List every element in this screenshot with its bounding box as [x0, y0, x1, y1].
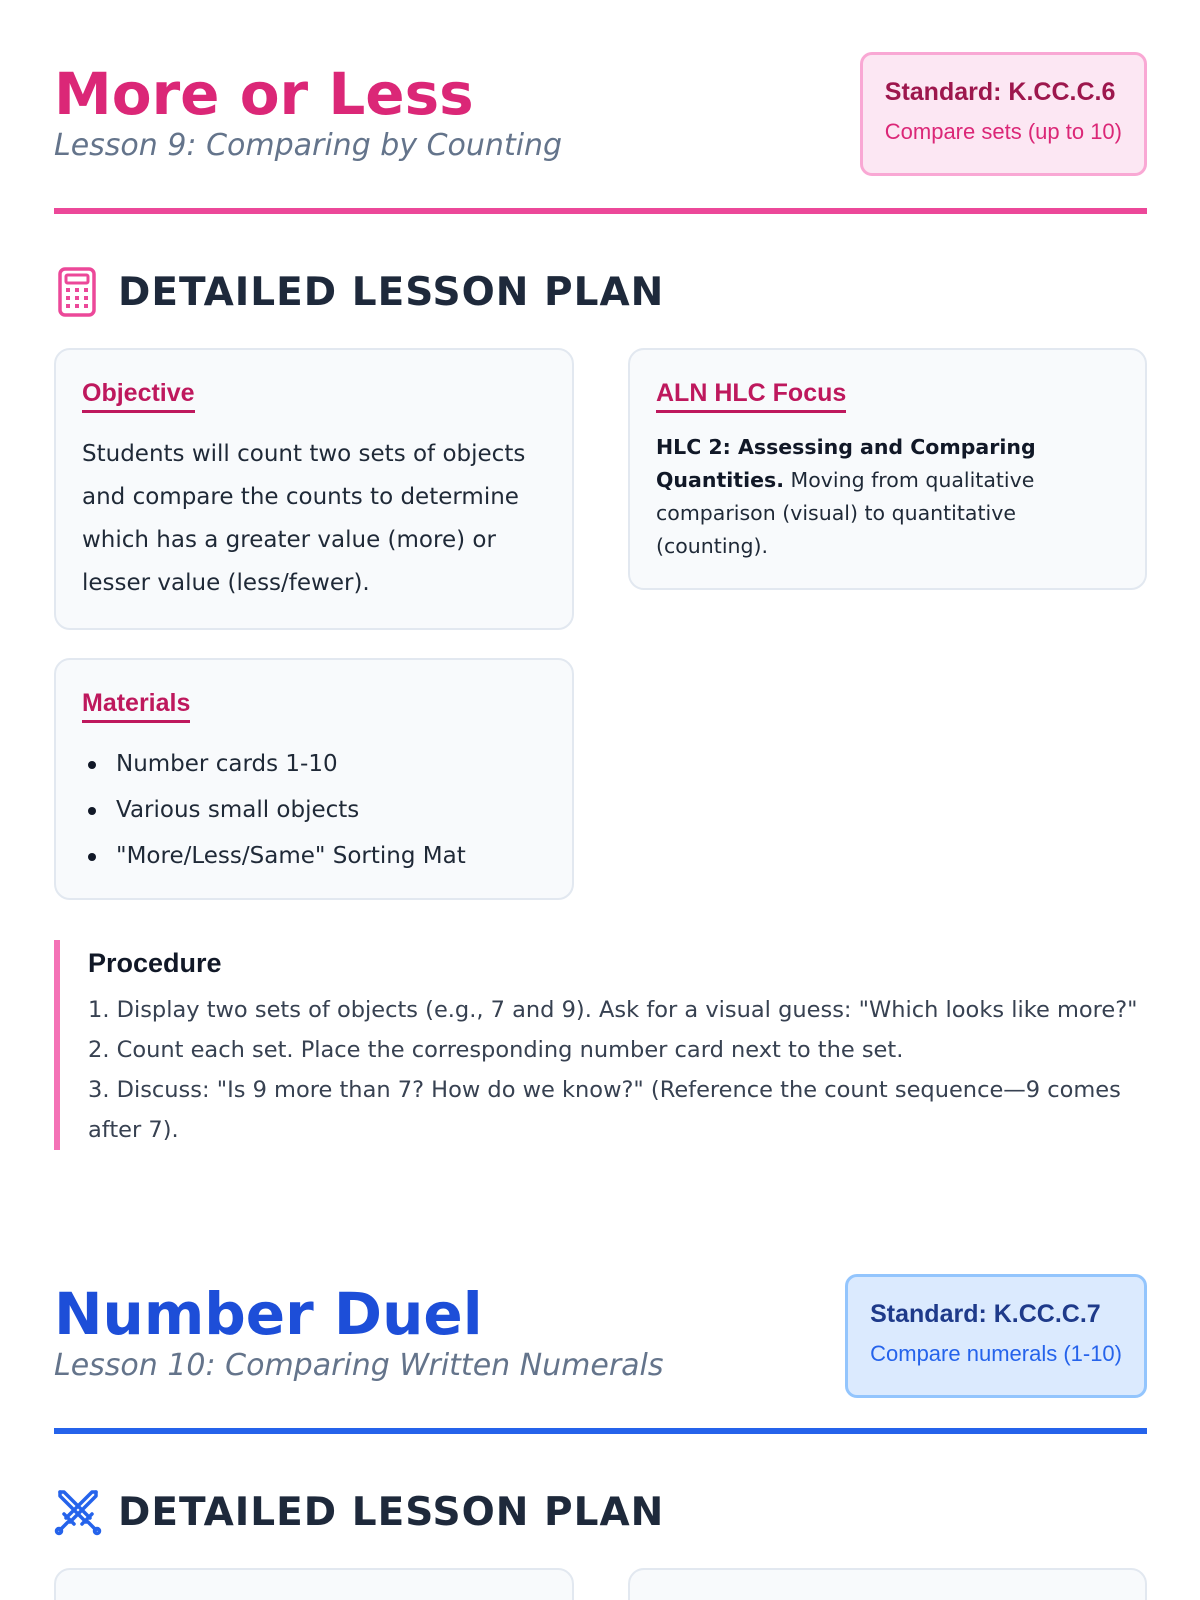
objective-heading: Objective: [82, 378, 195, 413]
standard-description: Compare numerals (1-10): [870, 1341, 1122, 1366]
section-header: [54, 262, 664, 322]
standard-code: Standard: K.CC.C.7: [870, 1300, 1101, 1328]
bullet-dot: [88, 761, 96, 769]
material-label: Various small objects: [116, 797, 360, 823]
focus-card: [628, 348, 1147, 590]
lesson-subtitle: Lesson 10: Comparing Written Numerals: [54, 1348, 664, 1383]
list-item: [82, 787, 546, 833]
header-divider: [54, 1428, 1147, 1434]
objective-card: [54, 348, 574, 630]
bullet-dot: [88, 807, 96, 815]
focus-card: [628, 1568, 1147, 1600]
lesson-title: Number Duel: [54, 1280, 483, 1348]
section-title: DETAILED LESSON PLAN: [118, 1489, 665, 1535]
header-divider: [54, 208, 1147, 214]
procedure-steps: [88, 990, 1147, 1150]
standard-code: Standard: K.CC.C.6: [884, 78, 1116, 106]
lesson-title: More or Less: [54, 60, 474, 128]
materials-card: [54, 658, 574, 900]
objective-card: [54, 1568, 574, 1600]
calculator-icon: [54, 266, 102, 318]
materials-list: [82, 741, 546, 879]
focus-text: [656, 431, 1119, 563]
procedure-step: 3. Discuss: "Is 9 more than 7? How do we know?" (Reference the count sequence—9 comes after 7).: [88, 1077, 1121, 1143]
procedure-step: 1. Display two sets of objects (e.g., 7 and 9). Ask for a visual guess: "Which looks like more?": [88, 997, 1138, 1023]
material-label: Number cards 1-10: [116, 751, 338, 777]
objective-text: Students will count two sets of objects and compare the counts to determine which has a greater value (more) or lesser value (less/fewer).: [82, 441, 526, 596]
focus-heading: ALN HLC Focus: [656, 378, 846, 413]
lesson-header-10: [54, 1282, 1147, 1432]
standard-badge: [845, 1274, 1147, 1398]
list-item: [82, 833, 546, 879]
section-header: [54, 1482, 664, 1542]
standard-description: Compare sets (up to 10): [884, 119, 1122, 144]
procedure-step: 2. Count each set. Place the corresponding number card next to the set.: [88, 1037, 904, 1063]
focus-bold-text: HLC 2: Assessing and Comparing Quantities.: [656, 435, 1036, 492]
lesson-subtitle: Lesson 9: Comparing by Counting: [54, 128, 563, 163]
material-label: "More/Less/Same" Sorting Mat: [116, 843, 466, 869]
procedure-block: [54, 940, 1147, 1150]
lesson-header-9: [54, 62, 1147, 212]
focus-body-text: Moving from qualitative comparison (visual) to quantitative (counting).: [656, 468, 1035, 558]
section-title: DETAILED LESSON PLAN: [118, 269, 665, 315]
crossed-swords-icon: [54, 1486, 102, 1538]
procedure-heading: Procedure: [88, 948, 222, 978]
standard-badge: [860, 52, 1147, 176]
materials-heading: Materials: [82, 688, 190, 723]
bullet-dot: [88, 853, 96, 861]
list-item: [82, 741, 546, 787]
